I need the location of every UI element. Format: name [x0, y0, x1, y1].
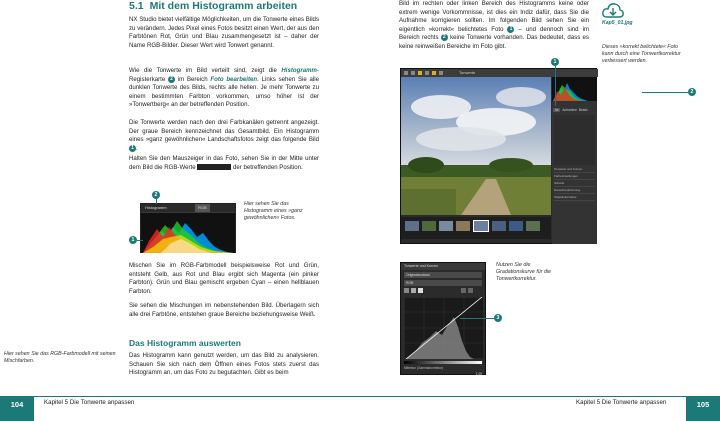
- paragraph-evaluate: Das Histogramm kann genutzt werden, um das Bild zu analysieren. Schauen Sie sich nach dem Öffnen eines Fotos stets zuerst das Histogramm an, um das Foto zu begutachten. Gibt es beim: [129, 352, 319, 377]
- paragraph-rgb-values: [129, 155, 319, 172]
- text-fragment: Bild im rechten oder linken Bereich des Histogramms keine oder extrem wenige Vorkommnisse, ist dies ein Indiz dafür, dass Sie die Aufnahme korrigieren sollten. Im folgenden Bild sehen Sie ein eigentlich »korrekt« belichtetes Foto: [399, 0, 589, 33]
- app-toolbar: [401, 69, 598, 77]
- ref-badge: 1: [129, 145, 136, 152]
- thumbnail[interactable]: [405, 221, 419, 231]
- side-histogram: [552, 77, 597, 101]
- eyedropper-black-icon[interactable]: [404, 288, 409, 293]
- text-fragment: im Bereich: [175, 75, 211, 83]
- curve-graph[interactable]: [404, 297, 484, 359]
- toolbar-icon[interactable]: [404, 71, 408, 75]
- text-fragment: .: [136, 144, 138, 152]
- ref-badge: 1: [507, 26, 514, 33]
- text-fragment: keine Tonwerte vorhanden. Das bedeutet, dass es keine reinweißen Bereiche im Foto gibt.: [399, 34, 589, 51]
- histogram-panel: [140, 203, 236, 253]
- paragraph-intro: NX Studio bietet vielfältige Möglichkeiten, um die Tonwerte eines Bilds zu verändern. Jedes Pixel eines Fotos besitzt einen Wert, der aus den Farbtönen Rot, Grün und Blau zusammengesetzt ist – daher der Name RGB-Bilder. Dieser Wert wird Tonwert genannt.: [129, 16, 319, 49]
- curve-tool-icon[interactable]: [461, 288, 466, 293]
- histogram-panel-title: Histogramm: [145, 205, 167, 210]
- paragraph-channels: [129, 119, 319, 153]
- callout-line: [460, 318, 494, 319]
- callout-2-right: 2: [688, 88, 696, 96]
- paragraph-mixing: Mischen Sie im RGB-Farbmodell beispielsweise Rot und Grün, entsteht Gelb, aus Rot und Blau ergibt sich Magenta (ein pinker Farbton). Grün und Blau gemischt ergeben Cyan – einen hellblauen Farbton.: [129, 262, 319, 295]
- side-item[interactable]: Objektivkorrektur: [554, 194, 595, 201]
- rgb-value-box: [197, 164, 231, 170]
- tab-bearb[interactable]: Bearb.: [578, 108, 589, 112]
- histogram-mode-select[interactable]: RGB: [195, 204, 210, 212]
- thumbnail[interactable]: [509, 221, 523, 231]
- section-title: Mit dem Histogramm arbeiten: [149, 0, 298, 12]
- page-number-right: 105: [686, 396, 720, 421]
- side-settings: [554, 115, 595, 165]
- right-page: [360, 0, 720, 421]
- histogram-caption: Hier sehen Sie das Histogramm eines »ganz gewöhnlichen« Fotos.: [244, 201, 303, 221]
- blue-circle: [67, 292, 119, 344]
- side-item[interactable]: Schärfe: [554, 180, 595, 187]
- toolbar-icon[interactable]: [439, 71, 443, 75]
- tab-ist[interactable]: Ist: [555, 108, 559, 112]
- curves-panel-header: Tonwerte und Kurven: [401, 263, 485, 270]
- thumbnail[interactable]: [492, 221, 506, 231]
- filmstrip: [401, 217, 551, 239]
- callout-line: [642, 92, 688, 93]
- callout-2: 2: [152, 191, 160, 199]
- histogram-graph: [141, 213, 235, 253]
- highlight-histogram: Histogramm: [281, 67, 317, 74]
- callout-line: [137, 240, 143, 241]
- photo-viewer[interactable]: [401, 77, 551, 215]
- side-items: [552, 166, 597, 201]
- text-fragment: Die Tonwerte werden nach den drei Farbkanälen getrennt angezeigt. Der graue Bereich kennzeichnet das Gesamtbild. Ein Histogramm eines »ganz gewöhnlichen« Landschaftsfotos zeigt das folgende Bild: [129, 119, 319, 144]
- side-item[interactable]: Rauschreduzierung: [554, 187, 595, 194]
- footer-chapter-left: Kapitel 5 Die Tonwerte anpassen: [44, 399, 135, 406]
- side-item[interactable]: Farbeinstellungen: [554, 173, 595, 180]
- text-fragment: Halten Sie den Mauszeiger in das Foto, sehen Sie in der Mitte unter dem Bild die RGB-Werte: [129, 155, 319, 171]
- gamma-label: Mittelton (Gammakorrektur): [404, 366, 443, 370]
- rgb-circles: [31, 264, 119, 344]
- ref-badge: 2: [441, 34, 448, 41]
- page-number-left: 104: [0, 396, 34, 421]
- paragraph-histogram: [129, 67, 319, 110]
- app-mode-label[interactable]: Tonwerte: [459, 70, 476, 75]
- text-fragment: -Registerkarte: [129, 67, 319, 83]
- curves-tools: [404, 288, 482, 295]
- side-panel: [552, 77, 597, 244]
- landscape-photo[interactable]: [401, 77, 551, 215]
- eyedropper-white-icon[interactable]: [418, 288, 423, 293]
- paragraph-overlap: Sie sehen die Mischungen im nebenstehenden Bild. Überlagern sich alle drei Farbtöne, entstehen graue Bereiche beziehungsweise Weiß.: [129, 302, 319, 318]
- tab-aufnahme[interactable]: Aufnahme: [562, 108, 577, 112]
- toolbar-icon[interactable]: [411, 71, 415, 75]
- thumbnail[interactable]: [422, 221, 436, 231]
- toolbar-icon[interactable]: [418, 71, 422, 75]
- gamma-value[interactable]: 1,00: [475, 372, 482, 376]
- toolbar-icon[interactable]: [425, 71, 429, 75]
- text-fragment: Wie die Tonwerte im Bild verteilt sind, zeigt die: [129, 67, 282, 74]
- section-heading: [129, 0, 297, 12]
- thumbnail-selected[interactable]: [473, 220, 489, 232]
- footer-chapter-right: Kapitel 5 Die Tonwerte anpassen: [576, 399, 667, 406]
- app-screenshot: [400, 68, 597, 244]
- rgb-color-model: [27, 262, 123, 350]
- section-number: 5.1: [129, 0, 144, 12]
- thumbnail[interactable]: [456, 221, 470, 231]
- thumbnail[interactable]: [526, 221, 540, 231]
- callout-1: 1: [129, 236, 137, 244]
- callout-3-right: 3: [494, 314, 502, 322]
- callout-line: [555, 66, 556, 106]
- callout-line: [156, 199, 157, 204]
- download-cloud-icon[interactable]: [602, 2, 624, 20]
- download-file-label[interactable]: Kap5_01.jpg: [602, 20, 633, 26]
- side-item[interactable]: Tonwerte und Kurven: [554, 166, 595, 173]
- footer-rule: [0, 396, 360, 397]
- text-fragment: der betreffenden Position.: [231, 163, 303, 171]
- footer-rule: [360, 396, 720, 397]
- subheading: Das Histogramm auswerten: [129, 338, 241, 348]
- toolbar-icon[interactable]: [432, 71, 436, 75]
- callout-1-right: 1: [551, 58, 559, 66]
- side-tabs: [552, 106, 597, 114]
- rgb-caption: Hier sehen Sie das RGB-Farbmodell mit seinen Mischfarben.: [4, 351, 116, 364]
- ref-badge: 2: [168, 76, 175, 83]
- curve-reset-icon[interactable]: [468, 288, 473, 293]
- curves-preset-dropdown[interactable]: Originalzustand: [404, 272, 482, 278]
- paragraph-analysis: [399, 0, 589, 52]
- text-fragment: – und dennoch sind im Bereich rechts: [399, 25, 589, 42]
- eyedropper-gray-icon[interactable]: [411, 288, 416, 293]
- highlight-foto-bearbeiten: Foto bearbeiten: [210, 75, 258, 83]
- thumbnail[interactable]: [439, 221, 453, 231]
- histogram-panel-header: [141, 204, 235, 212]
- curve-caption: Nutzen Sie die Gradationskurve für die Tonwertkorrektur.: [496, 262, 552, 282]
- screenshot-caption: Dieses »korrekt belichtete« Foto kann durch eine Tonwertkorrektur verbessert werden.: [602, 44, 681, 64]
- curves-channel-dropdown[interactable]: RGB: [404, 280, 482, 286]
- text-fragment: . Links sehen Sie alle dunklen Tonwerte des Bilds, rechts alle hellen. Je mehr Tonwerte zu einem bestimmten Farbton vorkommen, umso höher ist der »Tonwertberg« an der betreffenden Position.: [129, 75, 320, 109]
